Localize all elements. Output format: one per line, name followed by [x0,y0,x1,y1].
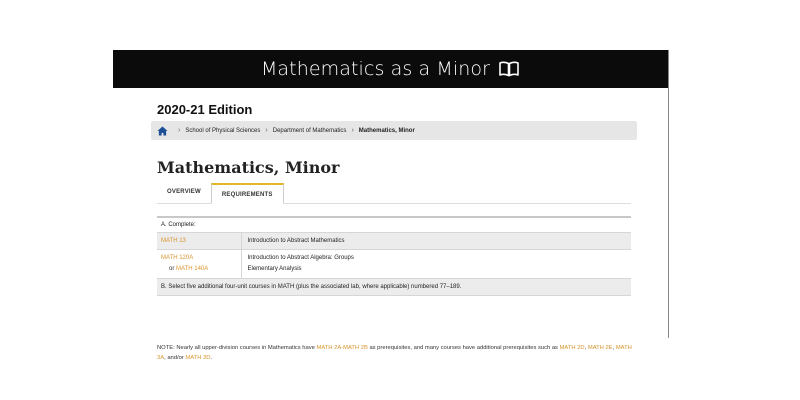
note-text: , [612,345,615,351]
table-row [157,249,631,278]
tab-requirements[interactable]: REQUIREMENTS [211,183,284,204]
breadcrumb-item-current: Mathematics, Minor [358,127,415,134]
book-icon [498,60,520,78]
course-title: Introduction to Abstract Mathematics [241,232,631,249]
banner-title: Mathematics as a Minor [260,58,491,80]
page-title: Mathematics, Minor [157,158,340,177]
edition-label: 2020-21 Edition [157,102,253,117]
course-link-math-3d[interactable]: MATH 3D [185,355,211,361]
course-title: Introduction to Abstract Algebra: Groups [247,254,354,261]
requirement-footer: B. Select five additional four-unit courses in MATH (plus the associated lab, where applicable) numbered 77–189. [157,278,631,295]
note-text: NOTE: Nearly all upper-division courses in Mathematics have [157,345,315,351]
course-link-math-3a[interactable]: MATH 3A [157,345,632,361]
course-link-math-2a-2b[interactable]: MATH 2A-MATH 2B [316,345,368,351]
breadcrumb-item-department[interactable]: Department of Mathematics [272,127,347,134]
course-link-math-120a[interactable]: MATH 120A [161,254,194,261]
tab-overview[interactable]: OVERVIEW [167,189,201,195]
prerequisite-note [157,343,635,363]
tab-bar [157,182,631,204]
breadcrumb-separator: › [265,127,268,134]
course-link-math-13[interactable]: MATH 13 [161,237,186,244]
course-link-math-2d[interactable]: MATH 2D [559,345,585,351]
table-row [157,217,631,232]
screenshot-frame [113,50,669,361]
requirement-heading: A. Complete: [157,217,631,232]
table-row [157,278,631,295]
breadcrumb-item-school[interactable]: School of Physical Sciences [185,127,261,134]
note-text: , [584,345,587,351]
or-label: or [169,265,175,272]
requirements-table [157,216,631,296]
course-link-math-2e[interactable]: MATH 2E [587,345,613,351]
breadcrumb-separator: › [178,127,181,134]
breadcrumb [151,121,637,140]
course-title: Elementary Analysis [247,265,302,272]
table-row [157,232,631,249]
catalog-page [113,88,668,361]
note-text: as prerequisites, and many courses have additional prerequisites such as [369,345,558,351]
course-link-math-140a[interactable]: MATH 140A [176,265,209,272]
title-banner [113,50,668,88]
breadcrumb-separator: › [351,127,354,134]
note-text: , and/or [164,355,184,361]
home-icon[interactable] [157,126,168,136]
note-text: . [210,355,213,361]
